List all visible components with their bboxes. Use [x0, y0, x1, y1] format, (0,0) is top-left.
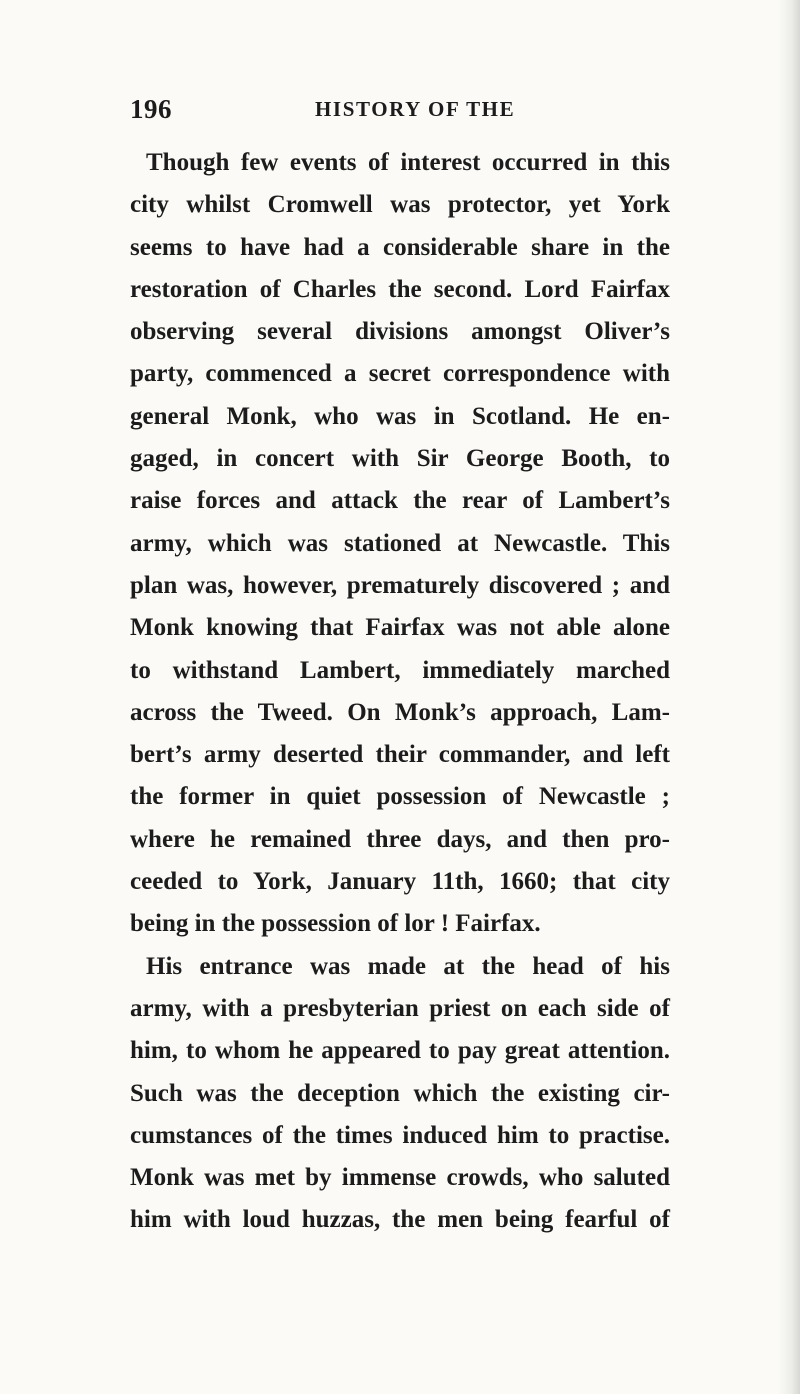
text-line: party, commenced a secret correspondence with [130, 360, 670, 388]
text-line: army, with a presbyterian priest on each side of [130, 994, 670, 1022]
text-line: where he remained three days, and then pro- [130, 825, 670, 853]
text-line: city whilst Cromwell was protector, yet York [130, 191, 670, 219]
text-line: observing several divisions amongst Oliver’s [130, 318, 670, 346]
text-line: ceeded to York, January 11th, 1660; that city [130, 868, 670, 896]
text-line: restoration of Charles the second. Lord Fairfax [130, 275, 670, 303]
text-line: His entrance was made at the head of his [146, 952, 670, 980]
page-number: 196 [130, 94, 172, 124]
running-head [0, 94, 800, 134]
text-line: seems to have had a considerable share in the [130, 233, 670, 261]
text-line: general Monk, who was in Scotland. He en- [130, 402, 670, 430]
body-text [130, 142, 670, 1242]
text-line: army, which was stationed at Newcastle. This [130, 529, 670, 557]
running-title: HISTORY OF THE [315, 97, 516, 121]
text-line: across the Tweed. On Monk’s approach, Lam- [130, 698, 670, 726]
text-line: the former in quiet possession of Newcastle ; [130, 783, 670, 811]
text-line: him, to whom he appeared to pay great attention. [130, 1037, 670, 1065]
page-edge-shadow [778, 0, 800, 1394]
text-line: Such was the deception which the existing cir- [130, 1079, 670, 1107]
text-line: raise forces and attack the rear of Lambert’s [130, 487, 670, 515]
text-line: Monk was met by immense crowds, who saluted [130, 1164, 670, 1192]
text-line: Monk knowing that Fairfax was not able alone [130, 614, 670, 642]
text-line: Though few events of interest occurred in this [146, 149, 670, 176]
text-line: plan was, however, prematurely discovered ; and [130, 571, 670, 599]
text-line: bert’s army deserted their commander, and left [130, 741, 670, 769]
text-line: cumstances of the times induced him to practise. [130, 1121, 670, 1149]
text-line: him with loud huzzas, the men being fearful of [130, 1206, 670, 1234]
text-line: gaged, in concert with Sir George Booth, to [130, 445, 670, 473]
text-line: to withstand Lambert, immediately marched [130, 656, 670, 684]
text-line: being in the possession of lor ! Fairfax. [130, 910, 541, 938]
